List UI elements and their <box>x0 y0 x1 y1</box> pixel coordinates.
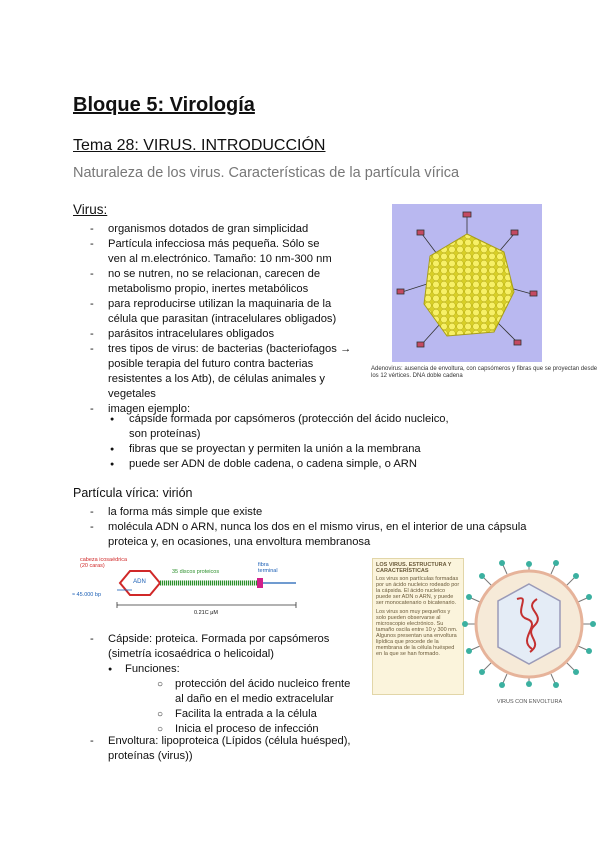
adenovirus-drawing <box>392 204 542 362</box>
phage-drawing <box>72 555 372 625</box>
bp-label: ≈ 45.000 bp <box>72 592 102 598</box>
functions-list <box>73 662 180 677</box>
envelope-list <box>73 734 373 764</box>
list-item: ○ protección del ácido nucleico frente al daño en el medio extracelular <box>73 677 360 707</box>
list-item: - molécula ADN o ARN, nunca los dos en el mismo virus, en el interior de una cápsula proteica y, en ocasiones, una envoltura membranosa <box>73 520 533 550</box>
particle-list <box>73 505 533 550</box>
list-item: ○ Facilita la entrada a la célula <box>73 707 373 722</box>
textbox-image <box>372 558 464 695</box>
adenovirus-image <box>392 204 542 362</box>
list-item: ● Funciones: <box>73 662 180 677</box>
textbox-heading: LOS VIRUS. ESTRUCTURA Y CARACTERÍSTICAS <box>376 562 452 574</box>
length-label: 0.21C μM <box>194 610 218 616</box>
head-label: cabeza icosaédrica (20 caras) <box>80 557 128 569</box>
virus-list <box>73 222 373 417</box>
list-item: ● cápside formada por capsómeros (protección del ácido nucleico, son proteínas) <box>73 412 464 442</box>
list-item: - Envoltura: lipoproteica (Lípidos (célula huésped), proteínas (virus)) <box>73 734 368 764</box>
list-item: - tres tipos de virus: de bacterias (bacteriofagos → posible terapia del futuro contra bacterias resistentes a los Atb), de células animales y vegetales <box>73 342 358 402</box>
topic-title: Tema 28: VIRUS. INTRODUCCIÓN <box>73 137 326 154</box>
example-list <box>73 412 503 472</box>
list-item: - organismos dotados de gran simplicidad <box>73 222 373 237</box>
list-item: - Partícula infecciosa más pequeña. Sólo se ven al m.electrónico. Tamaño: 10 nm-300 nm <box>73 237 338 267</box>
textbox-para2: Los virus son muy pequeños y solo pueden observarse al microscopio electrónico. Su tamaño oscila entre 10 y 300 nm. Algunos presentan una envoltura lipídica que procede de la membrana de la célula huésped en la que se han formado. <box>376 609 458 657</box>
list-item: - parásitos intracelulares obligados <box>73 327 373 342</box>
tail-label: 35 discos proteicos <box>172 569 220 575</box>
functions-sublist <box>73 677 373 737</box>
list-item: ● fibras que se proyectan y permiten la unión a la membrana <box>73 442 503 457</box>
list-item: - la forma más simple que existe <box>73 505 533 520</box>
virus-heading: Virus: <box>73 202 108 217</box>
list-item: - para reproducirse utilizan la maquinaria de la célula que parasitan (intracelulares obligados) <box>73 297 348 327</box>
list-item: ● puede ser ADN de doble cadena, o cadena simple, o ARN <box>73 457 503 472</box>
phage-diagram <box>72 555 372 625</box>
list-item: - imagen ejemplo: <box>73 402 373 417</box>
page-subtitle: Naturaleza de los virus. Características de la partícula vírica <box>73 165 460 181</box>
textbox-para1: Los virus son partículas formadas por un ácido nucleico rodeado por la cápsida. El ácido nucleico puede ser ADN o ARN, y puede ser monocatenario o bicatenario. <box>376 576 460 606</box>
enveloped-virus-drawing <box>462 554 597 694</box>
list-item: - no se nutren, no se relacionan, carecen de metabolismo propio, inertes metabólicos <box>73 267 348 297</box>
adn-label: ADN <box>133 579 146 585</box>
adenovirus-caption: Adenovirus: ausencia de envoltura, con capsómeros y fibras que se proyectan desde los 12 vértices. DNA doble cadena <box>371 366 598 379</box>
particle-heading: Partícula vírica: virión <box>73 486 193 500</box>
page-title: Bloque 5: Virología <box>73 94 255 116</box>
capsid-list <box>73 632 373 662</box>
enveloped-virus-label: VIRUS CON ENVOLTURA <box>496 699 563 705</box>
fiber-label: fibra terminal <box>258 562 278 574</box>
list-item: - Cápside: proteica. Formada por capsómeros (simetría icosaédrica o helicoidal) <box>73 632 338 662</box>
enveloped-virus-image <box>462 554 597 704</box>
list-item: ○ Inicia el proceso de infección <box>73 722 373 737</box>
